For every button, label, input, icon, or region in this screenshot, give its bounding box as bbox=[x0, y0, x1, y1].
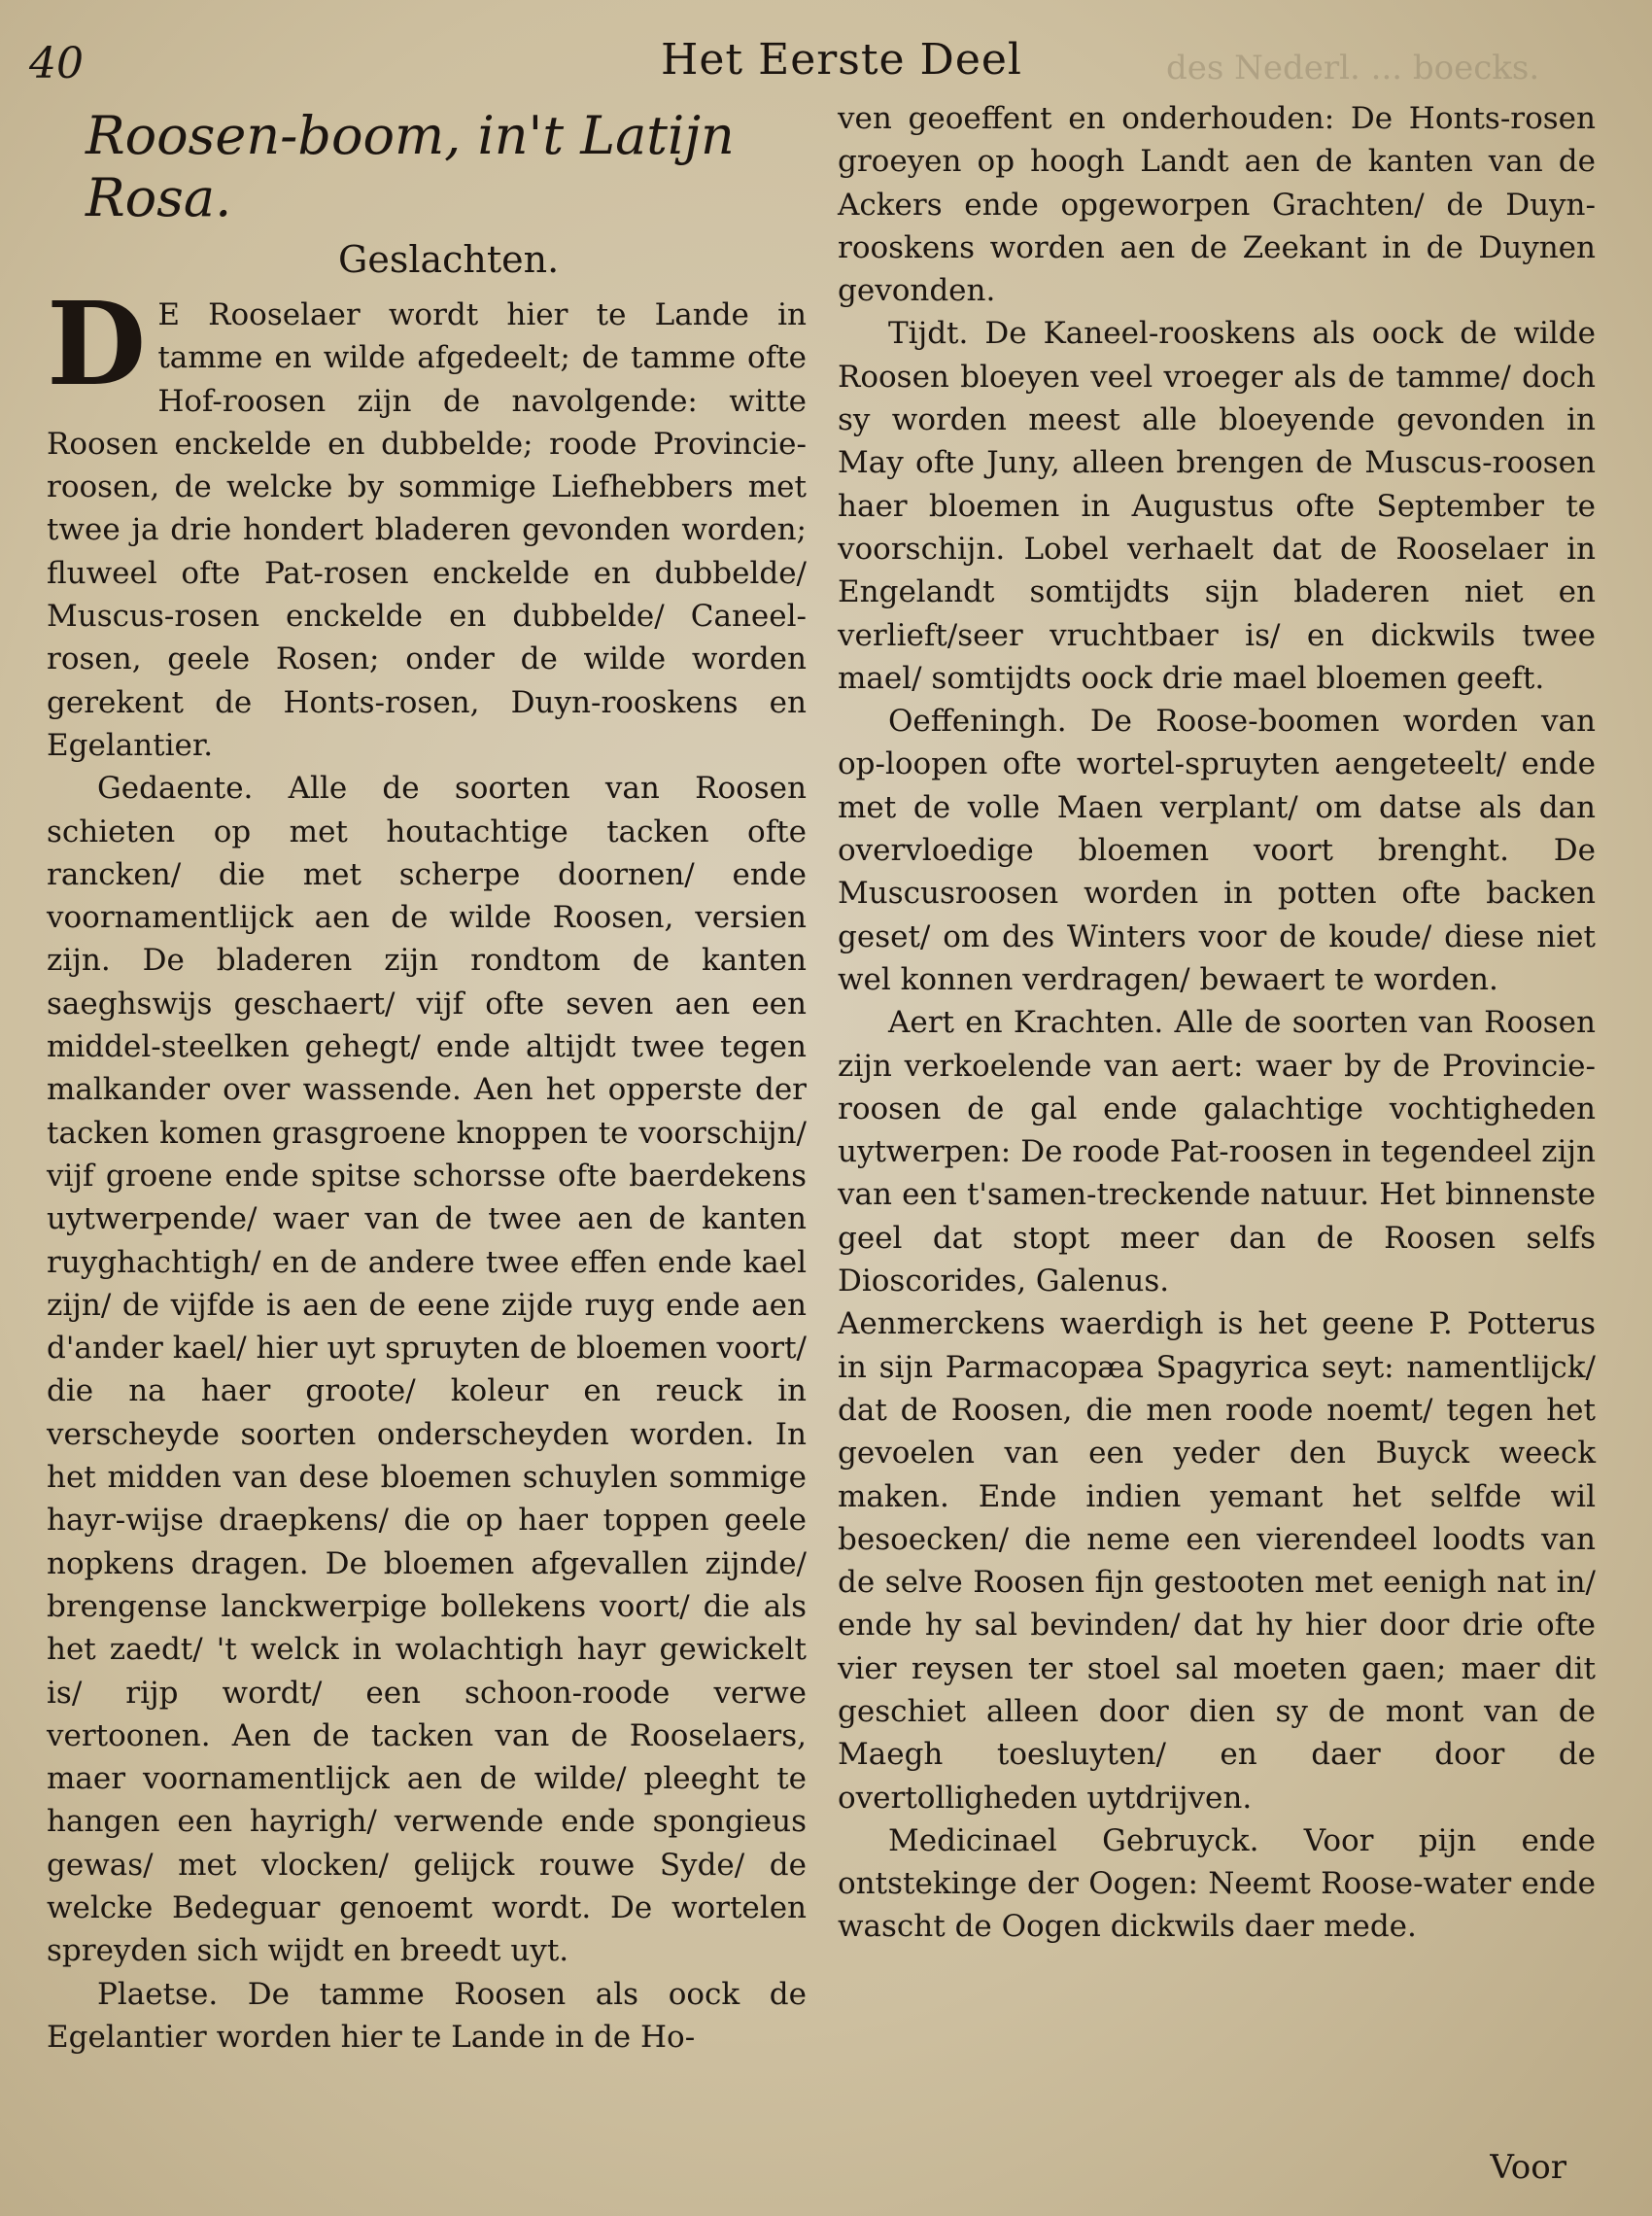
section-title: Roosen-boom, in't Latijn Rosa. bbox=[86, 105, 735, 228]
catchword: Voor bbox=[1490, 2148, 1566, 2187]
paragraph: Tijdt. De Kaneel-rooskens als oock de wilde Roosen bloeyen veel vroeger als de tamme/ doch sy worden meest alle bloeyende gevonden in May ofte Juny, alleen brengen de Muscus-roosen haer bloemen in Augustus ofte September te voorschijn. Lobel verhaelt dat de Rooselaer in Engelandt somtijdts sijn bladeren niet en verlieft/seer vruchtbaer is/ en dickwils twee mael/ somtijdts oock drie mael bloemen geeft. bbox=[838, 316, 1596, 696]
section-subtitle: Geslachten. bbox=[338, 238, 560, 281]
paragraph-text: E Rooselaer wordt hier te Lande in tamme en wilde afgedeelt; de tamme ofte Hof-roosen zijn de navolgende: witte Roosen enckelde en dubbelde; roode Provincie-roosen, de welcke by sommige Liefhebbers met twee ja drie hondert bladeren gevonden worden; fluweel ofte Pat-rosen enckelde en dubbelde/ Muscus-rosen enckelde en dubbelde/ Caneel-rosen, geele Rosen; onder de wilde worden gerekent de Honts-rosen, Duyn-rooskens en Egelantier. bbox=[47, 297, 807, 763]
paragraph: Medicinael Gebruyck. Voor pijn ende ontstekinge der Oogen: Neemt Roose-water ende wascht de Oogen dickwils daer mede. bbox=[838, 1822, 1596, 1945]
running-title: Het Eerste Deel bbox=[661, 35, 1022, 85]
paragraph: ven geoeffent en onderhouden: De Honts-rosen groeyen op hoogh Landt aen de kanten van de Ackers ende opgeworpen Grachten/ de Duyn-rooskens worden aen de Zeekant in de Duynen gevonden. bbox=[838, 101, 1596, 309]
bleed-through-text: des Nederl. ... boecks. bbox=[1166, 49, 1540, 87]
paragraph: Plaetse. De tamme Roosen als oock de Egelantier worden hier te Lande in de Ho- bbox=[47, 1976, 807, 2055]
right-column bbox=[838, 97, 1596, 1949]
paragraph: Aert en Krachten. Alle de soorten van Roosen zijn verkoelende van aert: waer by de Provincie-roosen de gal ende galachtige vochtigheden uytwerpen: De roode Pat-roosen in tegendeel zijn van een t'samen-treckende natuur. Het binnenste geel dat stopt meer dan de Roosen selfs Dioscorides, Galenus. bbox=[838, 1005, 1596, 1299]
paragraph bbox=[47, 276, 807, 767]
drop-cap: D bbox=[47, 276, 147, 411]
paragraph: Gedaente. Alle de soorten van Roosen schieten op met houtachtige tacken ofte rancken/ die met scherpe doornen/ ende voornamentlijck aen de wilde Roosen, versien zijn. De bladeren zijn rondtom de kanten saeghswijs geschaert/ vijf ofte seven aen een middel-steelken gehegt/ ende altijdt twee tegen malkander over wassende. Aen het opperste der tacken komen grasgroene knoppen te voorschijn/ vijf groene ende spitse schorsse ofte baerdekens uytwerpende/ waer van de twee aen de kanten ruyghachtigh/ en de andere twee effen ende kael zijn/ de vijfde is aen de eene zijde ruyg ende aen d'ander kael/ hier uyt spruyten de bloemen voort/ die na haer groote/ koleur en reuck in verscheyde soorten onderscheyden worden. In het midden van dese bloemen schuylen sommige hayr-wijse draepkens/ die op haer toppen geele nopkens dragen. De bloemen afgevallen zijnde/ brengense lanckwerpige bollekens voort/ die als het zaedt/ 't welck in wolachtigh hayr gewickelt is/ rijp wordt/ een schoon-roode verwe vertoonen. Aen de tacken van de Rooselaers, maer voornamentlijck aen de wilde/ pleeght te hangen een hayrigh/ verwende ende spongieus gewas/ met vlocken/ gelijck rouwe Syde/ de welcke Bedeguar genoemt wordt. De wortelen spreyden sich wijdt en breedt uyt. bbox=[47, 771, 807, 1969]
page-header bbox=[0, 29, 1652, 87]
paragraph: Oeffeningh. De Roose-boomen worden van op-loopen ofte wortel-spruyten aengeteelt/ ende met de volle Maen verplant/ om datse als dan overvloedige bloemen voort brenght. De Muscusroosen worden in potten ofte backen geset/ om des Winters voor de koude/ diese niet wel konnen verdragen/ bewaert te worden. bbox=[838, 704, 1596, 997]
page-number: 40 bbox=[29, 39, 84, 88]
left-column bbox=[47, 97, 807, 2059]
paragraph: Aenmerckens waerdigh is het geene P. Potterus in sijn Parmacopæa Spagyrica seyt: namentlijck/ dat de Roosen, die men roode noemt/ tegen het gevoelen van een yeder den Buyck weeck maken. Ende indien yemant het selfde wil besoecken/ die neme een vierendeel loodts van de selve Roosen fijn gestooten met eenigh nat in/ ende hy sal bevinden/ dat hy hier door drie ofte vier reysen ter stoel sal moeten gaen; maer dit geschiet alleen door dien sy de mont van de Maegh toesluyten/ en daer door de overtolligheden uytdrijven. bbox=[838, 1306, 1596, 1816]
